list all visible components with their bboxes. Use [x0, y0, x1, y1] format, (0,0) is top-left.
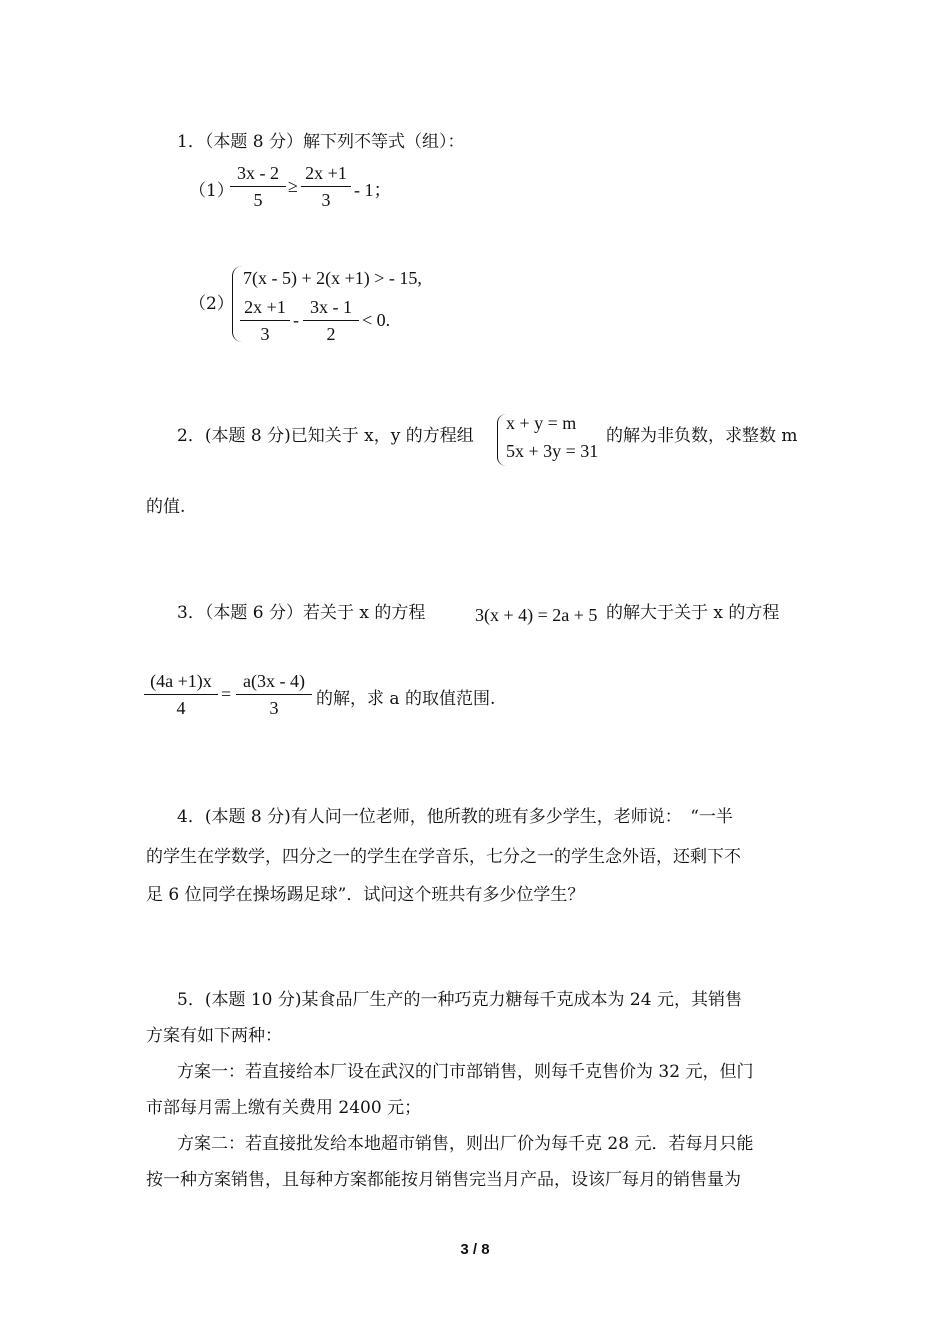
- q1-p1-lhs-den: 5: [253, 190, 263, 210]
- q5-line1: 5．(本题 10 分)某食品厂生产的一种巧克力糖每千克成本为 24 元，其销售: [177, 990, 742, 1010]
- q1-p1-op: ≥: [288, 176, 298, 196]
- q5-line4: 市部每月需上缴有关费用 2400 元；: [146, 1098, 422, 1118]
- q2-eq1: x + y = m: [506, 413, 577, 433]
- q2-prefix: 2．(本题 8 分)已知关于 x，y 的方程组: [177, 426, 474, 446]
- q1-p2-frac1: [240, 297, 290, 345]
- q1-p2-frac1-num: 2x +1: [240, 297, 290, 321]
- q1-p1-rhs-num: 2x +1: [301, 163, 351, 187]
- q3-eqsign: =: [221, 684, 232, 704]
- q3-frac1-den: 4: [176, 698, 186, 718]
- q2-brace: [497, 414, 506, 466]
- q1-p1-tail: - 1；: [354, 180, 392, 200]
- q4-line1: 4．(本题 8 分)有人问一位老师，他所教的班有多少学生，老师说： “一半: [177, 807, 733, 827]
- q3-frac1: [144, 671, 218, 719]
- q2-suffix: 的解为非负数，求整数 m: [606, 426, 798, 446]
- q1-p1-rhs-den: 3: [321, 190, 331, 210]
- q3-eq: 3(x + 4) = 2a + 5: [475, 605, 598, 625]
- q5-line2: 方案有如下两种：: [146, 1026, 282, 1046]
- q5-line3: 方案一：若直接给本厂设在武汉的门市部销售，则每千克售价为 32 元，但门: [177, 1062, 754, 1082]
- q1-p2-frac1-den: 3: [260, 324, 270, 344]
- q3-frac2-den: 3: [269, 698, 279, 718]
- q5-line5: 方案二：若直接批发给本地超市销售，则出厂价为每千克 28 元．若每月只能: [177, 1134, 754, 1154]
- q1-p1-rhs-fraction: [301, 163, 351, 211]
- q1-p2-frac2-den: 2: [326, 324, 336, 344]
- q1-p2-line1: 7(x - 5) + 2(x +1) > - 15,: [243, 268, 422, 288]
- q1-title: 1．（本题 8 分）解下列不等式（组）：: [177, 132, 465, 152]
- q3-frac2: [236, 671, 312, 719]
- q3-prefix: 3．（本题 6 分）若关于 x 的方程: [177, 603, 426, 623]
- q2-eq2: 5x + 3y = 31: [506, 441, 599, 461]
- q3-tail: 的解，求 a 的取值范围.: [316, 689, 496, 709]
- q4-line2: 的学生在学数学，四分之一的学生在学音乐，七分之一的学生念外语，还剩下不: [146, 847, 741, 867]
- q3-suffix: 的解大于关于 x 的方程: [606, 603, 780, 623]
- q3-frac2-num: a(3x - 4): [236, 671, 312, 695]
- q4-line3: 足 6 位同学在操场踢足球”．试问这个班共有多少位学生？: [146, 885, 585, 905]
- q2-line2: 的值.: [146, 497, 186, 517]
- q1-p2-minus: -: [293, 310, 299, 330]
- q1-p2-frac2: [303, 297, 359, 345]
- q1-part1-label: （1）: [189, 181, 234, 201]
- q1-p2-tail: < 0.: [362, 310, 391, 330]
- page-number: 3 / 8: [460, 1241, 490, 1258]
- q1-p1-lhs-fraction: [230, 163, 286, 211]
- q1-part2-label: （2）: [189, 294, 234, 314]
- q3-frac1-num: (4a +1)x: [144, 671, 218, 695]
- q1-p2-frac2-num: 3x - 1: [303, 297, 359, 321]
- q5-line6: 按一种方案销售，且每种方案都能按月销售完当月产品，设该厂每月的销售量为: [146, 1170, 741, 1190]
- q1-p1-lhs-num: 3x - 2: [230, 163, 286, 187]
